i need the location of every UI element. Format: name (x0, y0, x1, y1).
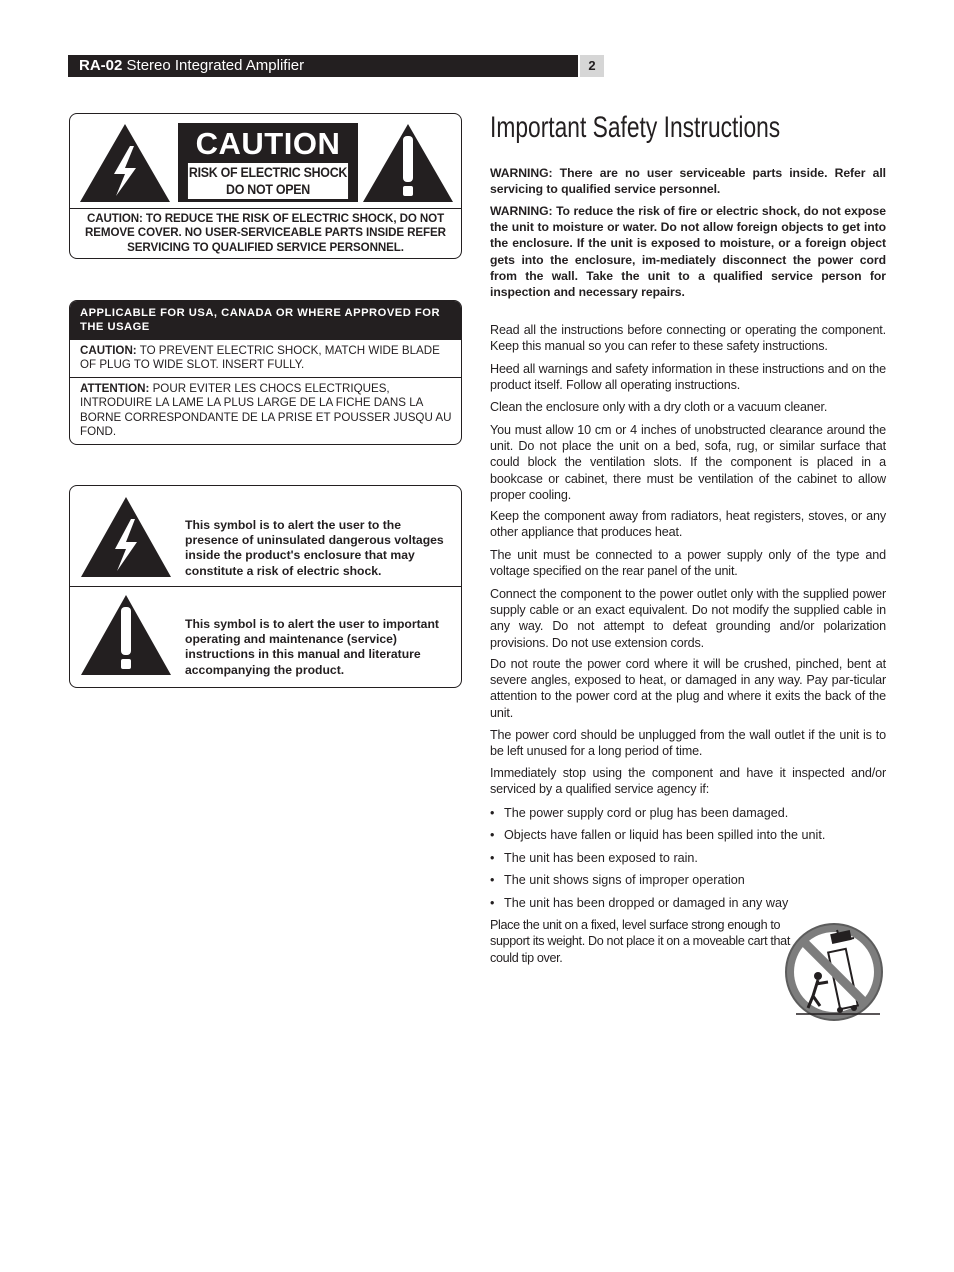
lightning-warning-icon (79, 495, 173, 579)
list-item: • The unit has been exposed to rain. (490, 851, 698, 865)
instruction-paragraph: You must allow 10 cm or 4 inches of unobstructed clearance around the unit. Do not place the unit on a bed, sofa, rug, or similar surface that could block the ventilation slots. If the component is placed in a bookcase or cabinet, there must be ventilation of the cabinet to allow proper cooling. (490, 423, 886, 502)
list-item-text: The power supply cord or plug has been damaged. (504, 806, 789, 820)
instruction-paragraph: Immediately stop using the component and have it inspected and/or serviced by a qualified service agency if: (490, 766, 886, 797)
plug-caution-body: TO PREVENT ELECTRIC SHOCK, MATCH WIDE BLADE OF PLUG TO WIDE SLOT. INSERT FULLY. (80, 344, 440, 372)
warning-paragraph: WARNING: To reduce the risk of fire or electric shock, do not expose the unit to moisture or water. Do not allow foreign objects to get into the enclosure. If the unit is exposed to moisture, or a foreign object gets into the enclosure, im-mediately disconnect the power cord from the wall. Take the unit to a qualified service person for inspection and necessary repairs. (490, 204, 886, 300)
list-item-text: The unit has been dropped or damaged in any way (504, 896, 789, 910)
divider (70, 377, 461, 378)
exclamation-warning-icon (79, 593, 173, 677)
model-name: RA-02 (79, 57, 123, 74)
list-item-text: Objects have fallen or liquid has been spilled into the unit. (504, 828, 826, 842)
plug-instructions-box (69, 300, 462, 445)
instruction-paragraph: Read all the instructions before connecting or operating the component. Keep this manual so you can refer to these safety instructions. (490, 323, 886, 354)
caution-label-text: CAUTION: TO REDUCE THE RISK OF ELECTRIC SHOCK, DO NOT REMOVE COVER. NO USER-SERVICEABLE PARTS INSIDE REFER SERVICING TO QUALIFIED SERVICE PERSONNEL. (85, 212, 446, 254)
caution-subtitle-line2: DO NOT OPEN (226, 182, 310, 197)
divider (70, 586, 461, 587)
plug-attention-text (80, 382, 455, 440)
caution-label-panel (178, 123, 358, 202)
list-item-text: The unit shows signs of improper operation (504, 873, 745, 887)
plug-caution-label: CAUTION: (80, 344, 137, 357)
lightning-symbol-description: This symbol is to alert the user to the presence of uninsulated dangerous voltages inside the product's enclosure that may constitute a risk of electric shock. (185, 518, 444, 578)
instruction-paragraph: Keep the component away from radiators, heat registers, stoves, or any other appliance that produces heat. (490, 509, 886, 540)
divider (70, 208, 461, 209)
caution-label-box (69, 113, 462, 259)
instruction-paragraph: Heed all warnings and safety information in these instructions and on the product itself. Follow all operating instructions. (490, 362, 886, 393)
plug-caution-text (80, 344, 455, 372)
caution-subtitle-line1: RISK OF ELECTRIC SHOCK (188, 165, 348, 180)
warning-paragraph: WARNING: There are no user serviceable parts inside. Refer all servicing to qualified service personnel. (490, 166, 886, 197)
instruction-paragraph: Clean the enclosure only with a dry cloth or a vacuum cleaner. (490, 400, 828, 414)
instruction-paragraph: Connect the component to the power outlet only with the supplied power supply cable or an exact equivalent. Do not modify the supplied cable in any way. Do not attempt to defeat grounding and/or polarization provisions. Do not use extension cords. (490, 587, 886, 650)
caution-word: CAUTION (195, 126, 341, 161)
plug-attention-body: POUR EVITER LES CHOCS ELECTRIQUES, INTRODUIRE LA LAME LA PLUS LARGE DE LA FICHE DANS LA BORNE CORRESPONDANTE DE LA PRISE ET POUSSER JUSQU AU FOND. (80, 382, 452, 439)
cart-tip-over-warning-icon (782, 920, 888, 1026)
list-item-text: The unit has been exposed to rain. (504, 851, 698, 865)
exclamation-warning-icon (361, 122, 455, 204)
list-item: • The power supply cord or plug has been damaged. (490, 806, 789, 820)
plug-instructions-heading: APPLICABLE FOR USA, CANADA OR WHERE APPROVED FOR THE USAGE (70, 301, 461, 340)
list-item: • Objects have fallen or liquid has been spilled into the unit. (490, 828, 826, 842)
instruction-paragraph: Do not route the power cord where it will be crushed, pinched, bent at severe angles, exposed to heat, or damaged in any way. Pay par-ticular attention to the power cord at the plug and where it exits the back of the unit. (490, 657, 886, 720)
page-number: 2 (580, 55, 604, 77)
lightning-warning-icon (78, 122, 172, 204)
list-item: • The unit has been dropped or damaged in any way (490, 896, 789, 910)
product-name: Stereo Integrated Amplifier (126, 57, 305, 74)
page-title: Important Safety Instructions (490, 111, 781, 144)
caution-subtitle (188, 163, 348, 199)
running-header (68, 55, 578, 77)
plug-attention-label: ATTENTION: (80, 382, 150, 395)
caution-label-graphic (70, 114, 461, 208)
instruction-paragraph: The power cord should be unplugged from the wall outlet if the unit is to be left unused for a long period of time. (490, 728, 886, 759)
instruction-paragraph: The unit must be connected to a power supply only of the type and voltage specified on the rear panel of the unit. (490, 548, 886, 579)
exclamation-symbol-description: This symbol is to alert the user to important operating and maintenance (service) instructions in this manual and literature accompanying the product. (185, 617, 439, 677)
cart-warning-paragraph: Place the unit on a fixed, level surface strong enough to support its weight. Do not place it on a moveable cart that could tip over. (490, 918, 790, 965)
symbols-explanation-box (69, 485, 462, 688)
list-item: • The unit shows signs of improper operation (490, 873, 745, 887)
